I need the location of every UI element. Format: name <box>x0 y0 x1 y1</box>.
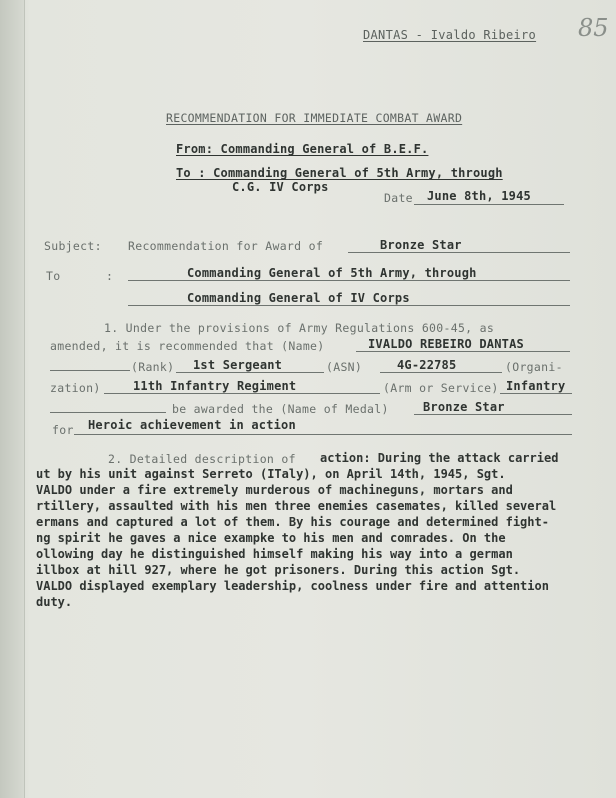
org-label-2: zation) <box>50 381 101 395</box>
handwritten-page-number: 85 <box>578 14 609 42</box>
para2-line: action: During the attack carried <box>320 451 559 465</box>
to-block-line-1: Commanding General of 5th Army, through <box>187 266 477 280</box>
para2-intro: 2. Detailed description of <box>108 452 296 466</box>
date-underline <box>414 204 564 205</box>
medal-label: be awarded the (Name of Medal) <box>172 402 389 416</box>
medal-underline <box>414 414 572 415</box>
recipient-name: IVALDO REBEIRO DANTAS <box>368 337 524 351</box>
organization-value: 11th Infantry Regiment <box>133 379 297 393</box>
para2-line: ut by his unit against Serreto (ITaly), on April 14th, 1945, Sgt. <box>36 467 506 481</box>
subject-underline <box>348 252 570 253</box>
medal-value: Bronze Star <box>423 400 505 414</box>
org-underline <box>104 393 380 394</box>
date-label: Date <box>384 191 413 205</box>
to-label: To <box>46 269 61 283</box>
from-line: From: Commanding General of B.E.F. <box>176 142 429 156</box>
to-line-1: To : Commanding General of 5th Army, through <box>176 166 503 180</box>
asn-underline <box>380 372 502 373</box>
rank-value: 1st Sergeant <box>193 358 283 372</box>
file-name-label: DANTAS - Ivaldo Ribeiro <box>363 28 537 42</box>
para2-line: ermans and captured a lot of them. By his courage and determined fight- <box>36 515 549 529</box>
arm-value: Infantry <box>506 379 566 393</box>
para2-line: illbox at hill 927, where he got prisoners. During this action Sgt. <box>36 563 521 577</box>
to-line-2: C.G. IV Corps <box>232 180 329 194</box>
arm-underline <box>500 393 572 394</box>
rank-underline <box>176 372 324 373</box>
subject-label: Subject: <box>44 239 102 253</box>
page-binding-edge <box>0 0 25 798</box>
para2-line: rtillery, assaulted with his men three enemies casemates, killed several <box>36 499 557 513</box>
rank-label: (Rank) <box>131 360 175 374</box>
for-label: for <box>52 423 74 437</box>
para2-line: ng spirit he gaves a nice exampke to his men and comrades. On the <box>36 531 506 545</box>
asn-label: (ASN) <box>326 360 363 374</box>
para1-intro-line-2: amended, it is recommended that (Name) <box>50 339 325 353</box>
org-label-1: (Organi- <box>505 360 563 374</box>
para2-line: duty. <box>36 595 73 609</box>
document-title: RECOMMENDATION FOR IMMEDIATE COMBAT AWARD <box>166 111 463 125</box>
asn-value: 4G-22785 <box>397 358 457 372</box>
name-underline <box>356 351 570 352</box>
arm-label: (Arm or Service) <box>383 381 499 395</box>
to-block-line-2: Commanding General of IV Corps <box>187 291 410 305</box>
for-underline <box>74 434 572 435</box>
para1-intro-line-1: 1. Under the provisions of Army Regulations 600-45, as <box>104 321 495 335</box>
to-colon: : <box>106 269 114 283</box>
for-value: Heroic achievement in action <box>88 418 296 432</box>
subject-prefix: Recommendation for Award of <box>128 239 324 253</box>
para2-line: VALDO displayed exemplary leadership, coolness under fire and attention <box>36 579 549 593</box>
subject-award: Bronze Star <box>380 238 462 252</box>
to-underline-2 <box>128 305 570 306</box>
date-value: June 8th, 1945 <box>427 189 531 203</box>
para2-line: VALDO under a fire extremely murderous of machineguns, mortars and <box>36 483 513 497</box>
rank-lead-line <box>50 370 130 371</box>
to-underline-1 <box>128 280 570 281</box>
para2-line: ollowing day he distinguished himself making his way into a german <box>36 547 513 561</box>
medal-lead-line <box>50 412 166 413</box>
